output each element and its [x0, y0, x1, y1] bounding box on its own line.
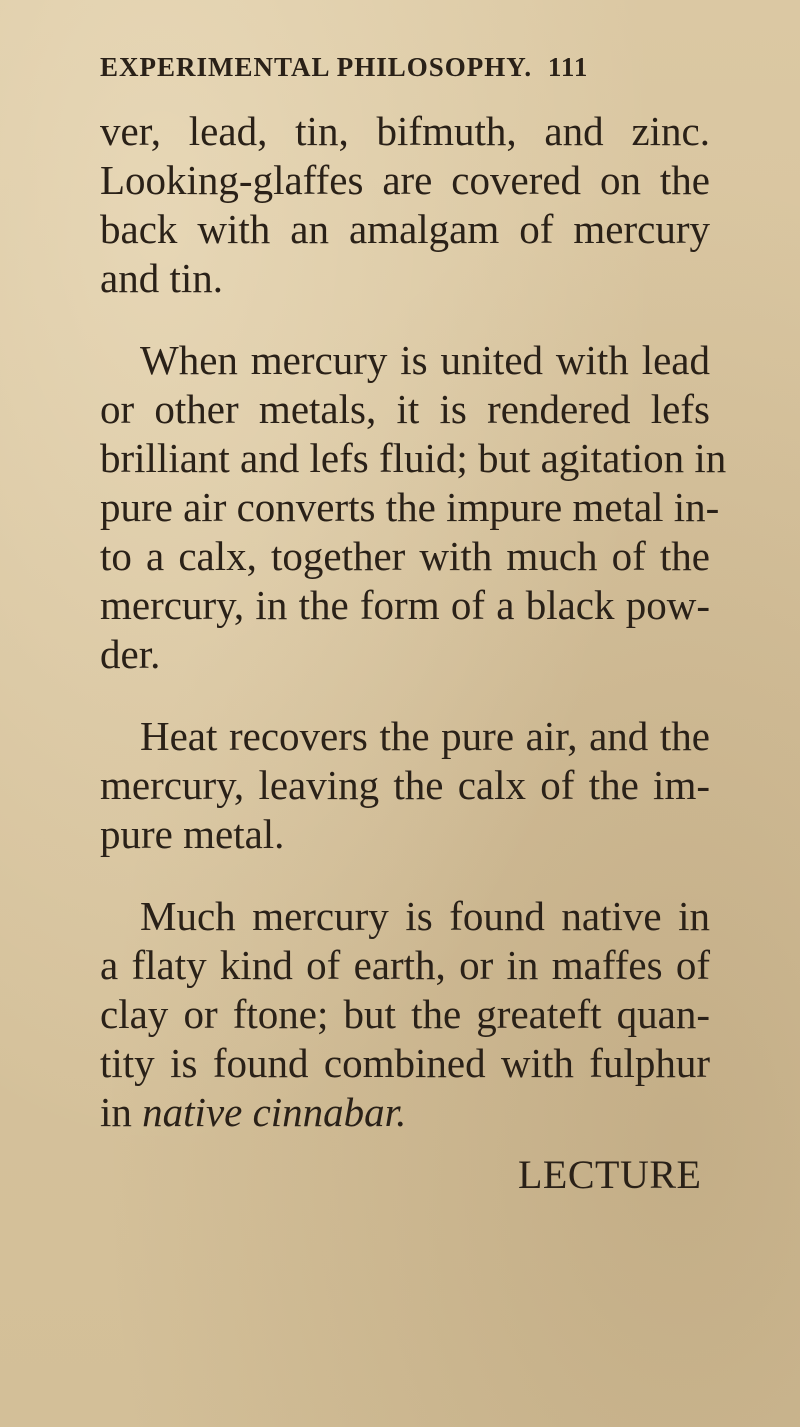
text-line: brilliant and lefs fluid; but agitation in [100, 435, 727, 481]
text-line: Much mercury is found native in [140, 893, 710, 939]
text-line [100, 1088, 406, 1136]
line-prefix: in [100, 1089, 132, 1135]
text-line: ver, lead, tin, bifmuth, and zinc. [100, 108, 710, 154]
text-line: tity is found combined with fulphur [100, 1040, 710, 1086]
text-line: to a calx, together with much of the [100, 533, 710, 579]
text-line: or other metals, it is rendered lefs [100, 386, 710, 432]
text-line: a flaty kind of earth, or in maffes of [100, 942, 710, 988]
text-line: Looking-glaffes are covered on the [100, 157, 710, 203]
text-line: mercury, in the form of a black pow- [100, 582, 710, 628]
text-line: mercury, leaving the calx of the im- [100, 762, 710, 808]
text-line: der. [100, 631, 161, 677]
running-title: EXPERIMENTAL PHILOSOPHY. [100, 52, 533, 82]
italic-term: native cinnabar. [142, 1089, 407, 1135]
text-line: back with an amalgam of mercury [100, 206, 710, 252]
text-line: pure metal. [100, 811, 285, 857]
text-line: clay or ftone; but the greateft quan- [100, 991, 710, 1037]
catchword: LECTURE [518, 1152, 702, 1197]
text-line: Heat recovers the pure air, and the [140, 713, 710, 759]
running-header [100, 52, 700, 83]
page-number: 111 [547, 52, 589, 82]
text-line: pure air converts the impure metal in- [100, 484, 720, 530]
text-line: and tin. [100, 255, 223, 301]
text-line: When mercury is united with lead [140, 337, 710, 383]
